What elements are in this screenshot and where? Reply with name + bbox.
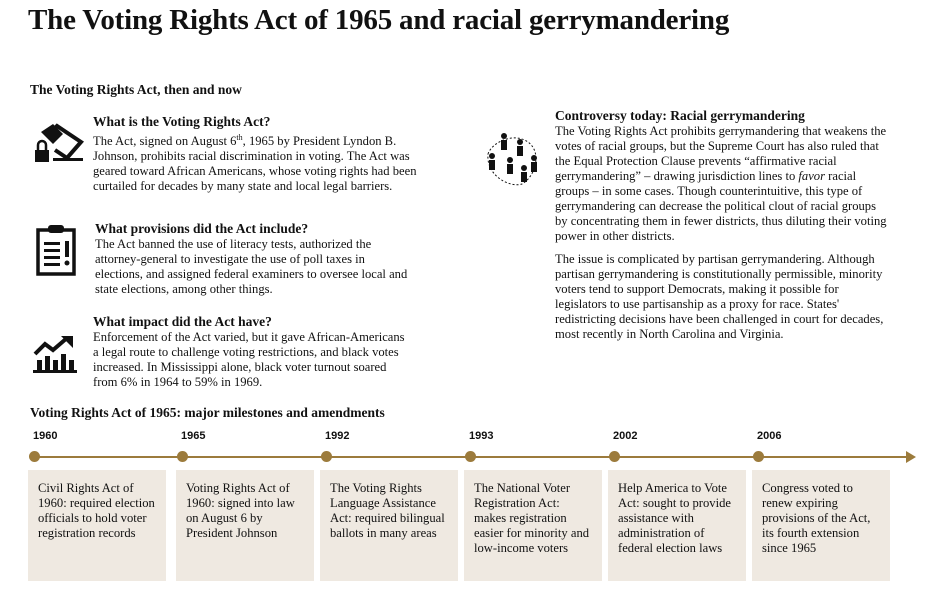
timeline-marker [321, 451, 332, 462]
info-heading: What provisions did the Act include? [95, 221, 309, 236]
timeline-heading: Voting Rights Act of 1965: major milestones and amendments [30, 405, 385, 420]
ballot-lock-icon [33, 122, 85, 168]
info-body: The issue is complicated by partisan gerrymandering. Although partisan gerrymandering is constitutionally permissible, minority voters tend to support Democrats, making it possible for legislators to use partisanship as a proxy for race. States' redistricting decisions have been challenged in court for decades, most recently in North Carolina and Virginia. [555, 252, 884, 341]
timeline-event-card: Congress voted to renew expiring provisions of the Act, its fourth extension since 1965 [752, 470, 890, 581]
info-block-what-is [93, 114, 433, 194]
page-title: The Voting Rights Act of 1965 and racial gerrymandering [28, 4, 730, 36]
timeline-marker [29, 451, 40, 462]
info-heading: What is the Voting Rights Act? [93, 114, 271, 129]
info-body: The Act banned the use of literacy tests, authorized the attorney-general to investigate the use of poll taxes in elections, and assigned federal examiners to oversee local and state elections, among other things. [95, 237, 408, 296]
info-body-text: The Act, signed on August 6 [93, 134, 237, 149]
timeline-year: 1965 [181, 430, 206, 442]
timeline-year: 1993 [469, 430, 494, 442]
info-heading: What impact did the Act have? [93, 314, 272, 329]
timeline-year: 1960 [33, 430, 58, 442]
timeline-event-card: Voting Rights Act of 1960: signed into law on August 6 by President Johnson [176, 470, 314, 581]
arrow-right-icon [906, 451, 916, 463]
info-block-controversy [555, 108, 890, 342]
timeline-year: 2002 [613, 430, 638, 442]
timeline-marker [609, 451, 620, 462]
rising-chart-icon [33, 336, 77, 374]
timeline-event-card: Help America to Vote Act: sought to provide assistance with administration of federal election laws [608, 470, 746, 581]
emphasis: favor [798, 169, 826, 183]
section-subtitle: The Voting Rights Act, then and now [30, 82, 242, 97]
info-block-provisions [95, 221, 415, 297]
timeline-year: 1992 [325, 430, 350, 442]
superscript: th [236, 133, 243, 142]
info-body-text: racial groups – in some cases. Though counterintuitive, this type of gerrymandering can decrease the political clout of racial groups by concentrating them in fewer districts, thus diluting their voting power in other districts. [555, 169, 887, 243]
info-body-text: , 1965 by President Lyndon B. Johnson, prohibits racial discrimination in voting. The Act was geared toward African Americans, whose voting rights had been curtailed for decades by many state and local legal barriers. [93, 134, 417, 194]
timeline-marker [465, 451, 476, 462]
people-groups-icon [484, 132, 544, 188]
timeline-year: 2006 [757, 430, 782, 442]
info-body [555, 124, 890, 244]
timeline-event-card: The National Voter Registration Act: makes registration easier for minority and low-income voters [464, 470, 602, 581]
info-body [93, 130, 433, 194]
clipboard-alert-icon [36, 224, 76, 276]
timeline-marker [753, 451, 764, 462]
timeline-event-card: The Voting Rights Language Assistance Act: required bilingual ballots in many areas [320, 470, 458, 581]
timeline-event-card: Civil Rights Act of 1960: required election officials to hold voter registration records [28, 470, 166, 581]
timeline-marker [177, 451, 188, 462]
info-body: Enforcement of the Act varied, but it gave African-Americans a legal route to challenge voting restrictions, and black votes increased. In Mississippi alone, black voter turnout soared from 6% in 1964 to 59% in 1969. [93, 330, 405, 389]
info-block-impact [93, 314, 413, 390]
info-body-text: The Voting Rights Act prohibits gerrymandering that weakens the votes of racial groups, but the Supreme Court has also ruled that the Equal Protection Clause prevents “affirmative racial gerrymandering” – drawing jurisdiction lines to [555, 124, 887, 183]
info-heading: Controversy today: Racial gerrymandering [555, 108, 805, 123]
